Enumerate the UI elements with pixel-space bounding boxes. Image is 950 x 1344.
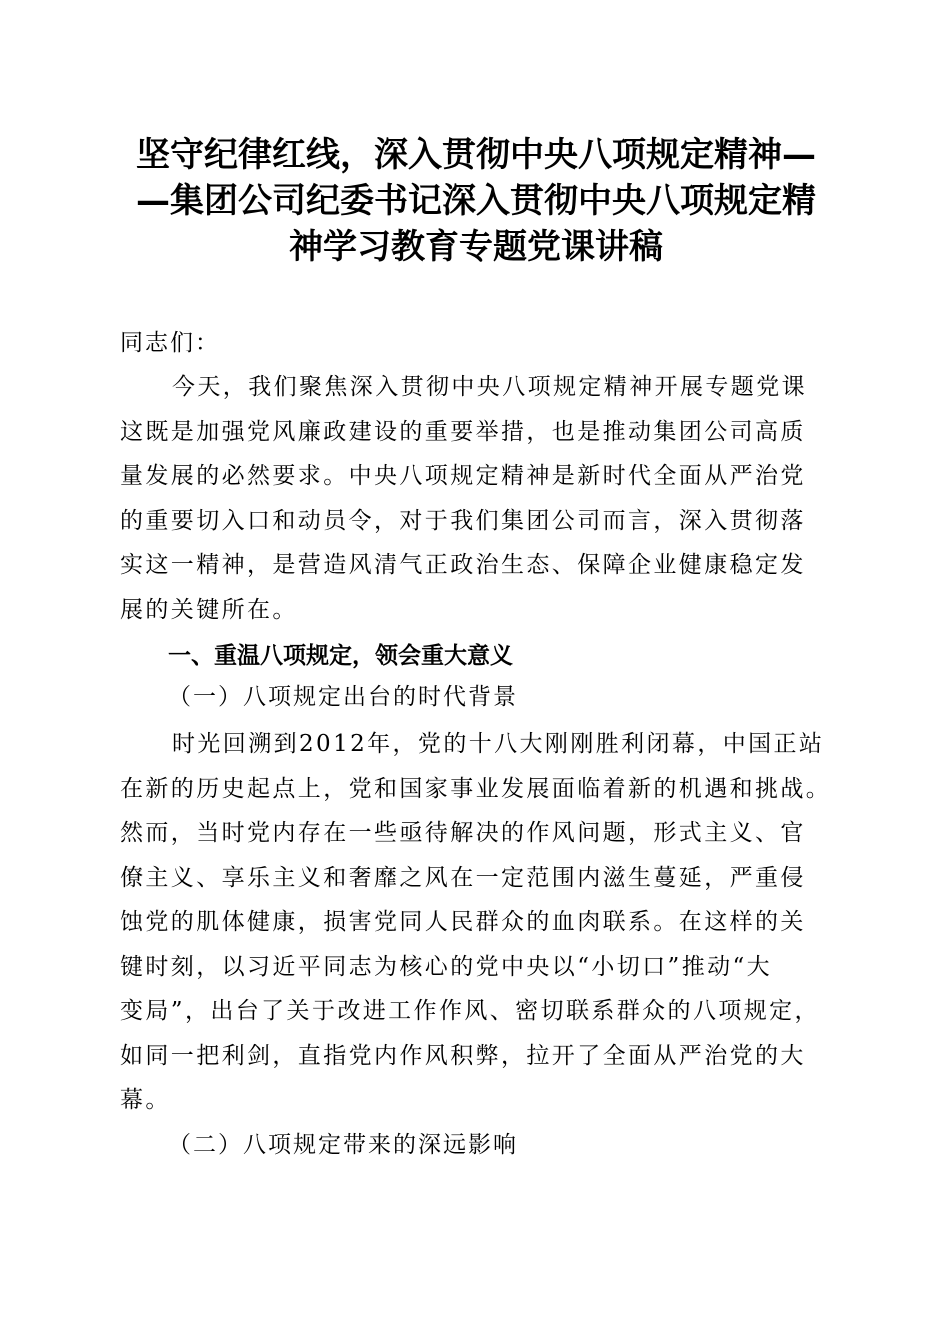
paragraph-line: 量发展的必然要求。中央八项规定精神是新时代全面从严治党: [120, 463, 806, 489]
salutation: 同志们：: [120, 330, 220, 356]
paragraph-line: 在新的历史起点上，党和国家事业发展面临着新的机遇和挑战。: [120, 775, 832, 802]
paragraph-line: 今天，我们聚焦深入贯彻中央八项规定精神开展专题党课: [172, 374, 807, 400]
paragraph-line: 然而，当时党内存在一些亟待解决的作风问题，形式主义、官: [120, 820, 806, 846]
paragraph-line: 时光回溯到2012年，党的十八大刚刚胜利闭幕，中国正站: [172, 731, 825, 757]
paragraph-line: 蚀党的肌体健康，损害党同人民群众的血肉联系。在这样的关: [120, 909, 806, 935]
paragraph-line: 这既是加强党风廉政建设的重要举措，也是推动集团公司高质: [120, 418, 806, 445]
title-line-3: 神学习教育专题党课讲稿: [289, 227, 663, 267]
paragraph-line: 变局”，出台了关于改进工作作风、密切联系群众的八项规定，: [120, 998, 820, 1024]
background-paragraph: [120, 722, 840, 1123]
title-line-1: 坚守纪律红线，深入贯彻中央八项规定精神—: [136, 135, 816, 175]
title-line-2: —集团公司纪委书记深入贯彻中央八项规定精: [136, 181, 816, 221]
paragraph-line: 的重要切入口和动员令，对于我们集团公司而言，深入贯彻落: [120, 507, 806, 534]
document-title: [118, 132, 834, 270]
paragraph-line: 键时刻，以习近平同志为核心的党中央以“小切口”推动“大: [120, 953, 773, 980]
intro-paragraph: [120, 365, 840, 632]
paragraph-line: 实这一精神，是营造风清气正政治生态、保障企业健康稳定发: [120, 552, 806, 578]
subsection-heading: （一）八项规定出台的时代背景: [168, 684, 518, 710]
paragraph-line: 僚主义、享乐主义和奢靡之风在一定范围内滋生蔓延，严重侵: [120, 864, 806, 891]
paragraph-line: 如同一把利剑，直指党内作风积弊，拉开了全面从严治党的大: [120, 1042, 806, 1069]
subsection-heading: （二）八项规定带来的深远影响: [168, 1132, 518, 1158]
paragraph-line: 幕。: [120, 1087, 171, 1113]
section-heading: 一、重温八项规定，领会重大意义: [168, 643, 513, 669]
paragraph-line: 展的关键所在。: [120, 596, 298, 623]
